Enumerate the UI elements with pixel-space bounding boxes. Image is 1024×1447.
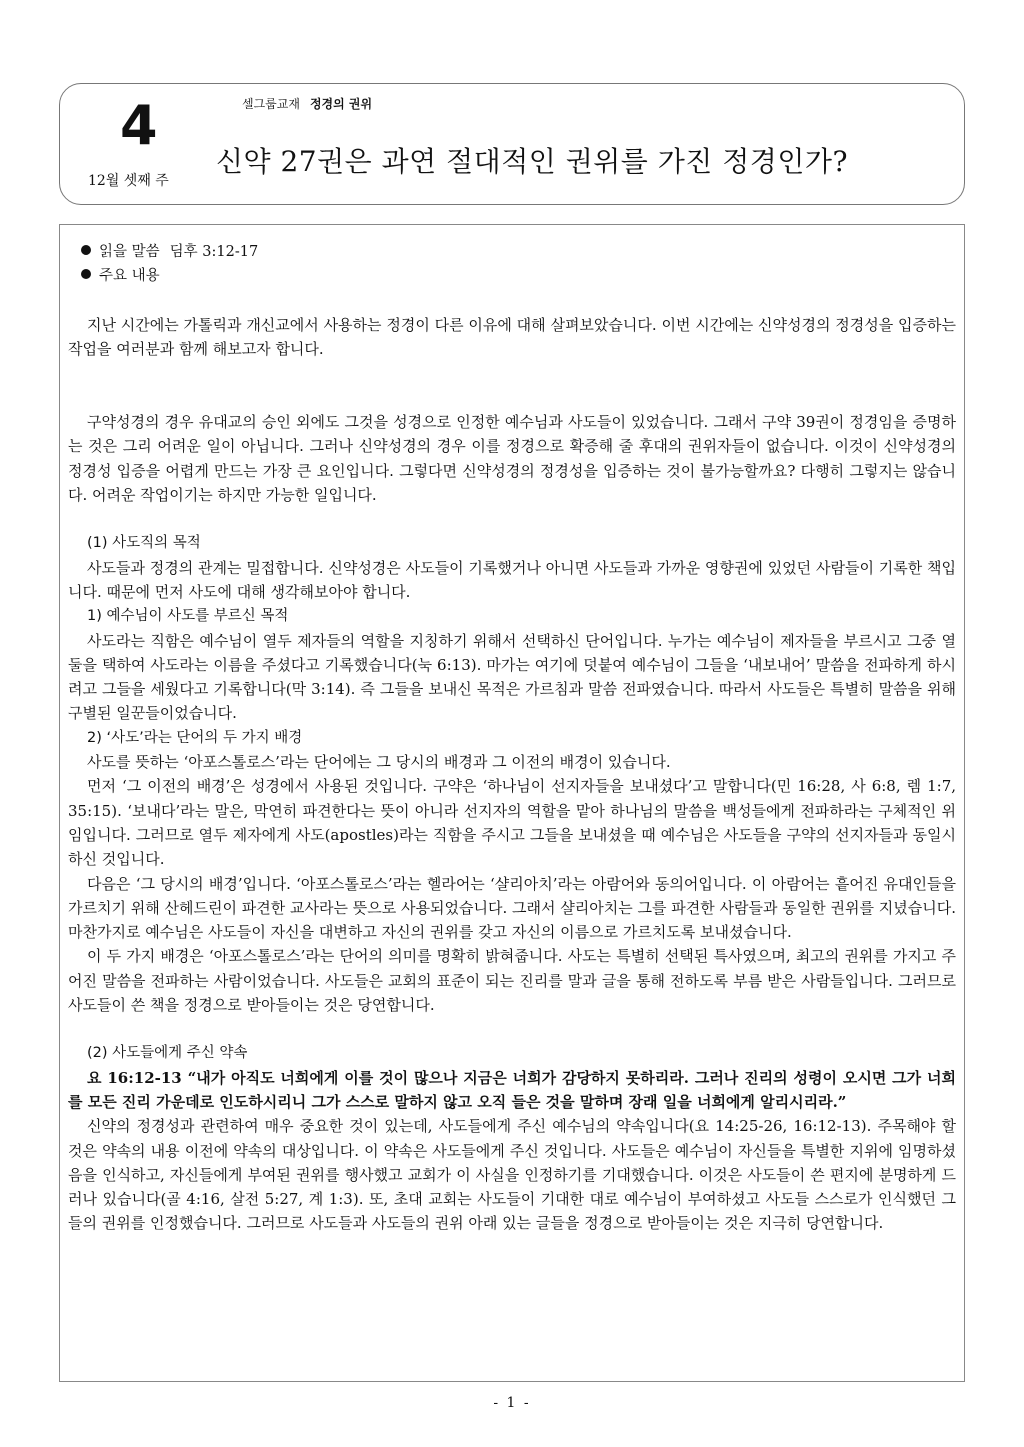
page-title: 신약 27권은 과연 절대적인 권위를 가진 정경인가?	[216, 145, 848, 178]
section-heading: (1) 사도직의 목적	[87, 535, 201, 552]
paragraph: 사도라는 직함은 예수님이 열두 제자들의 역할을 지칭하기 위해서 선택하신 단어입니다. 누가는 예수님이 제자들을 부르시고 그중 열둘을 택하여 사도라는 이름을 주셨다고 기록했습니다(눅 6:13). 마가는 여기에 덧붙여 예수님이 그들을 ‘내보내어’ 말씀을 전파하게 하시려고 그들을 세웠다고 기록합니다(막 3:14). 즉 그들을 보내신 목적은 가르침과 말씀 전파였습니다. 따라서 사도들은 특별히 말씀을 위해 구별된 일꾼들이었습니다.	[68, 631, 956, 723]
paragraph: 사도들과 정경의 관계는 밀접합니다. 신약성경은 사도들이 기록했거나 아니면 사도들과 가까운 영향권에 있었던 사람들이 기록한 책입니다. 때문에 먼저 사도에 대해 생각해보아야 합니다.	[68, 558, 956, 601]
paragraph: 지난 시간에는 가톨릭과 개신교에서 사용하는 정경이 다른 이유에 대해 살펴보았습니다. 이번 시간에는 신약성경의 정경성을 입증하는 작업을 여러분과 함께 해보고자 합니다.	[68, 315, 956, 358]
section-heading: (2) 사도들에게 주신 약속	[87, 1045, 248, 1062]
reading-line	[81, 240, 956, 264]
content-body	[68, 240, 956, 1236]
page-number: - 1 -	[493, 1395, 531, 1411]
week-label: 12월 셋째 주	[88, 173, 169, 189]
scripture-quote: 요 16:12-13 “내가 아직도 너희에게 이를 것이 많으나 지금은 너희가 감당하지 못하리라. 그러나 진리의 성령이 오시면 그가 너희를 모든 진리 가운데로 인도하시리니 그가 스스로 말하지 않고 오직 들은 것을 말하며 장래 일을 너희에게 알리시리라.”	[68, 1068, 956, 1111]
paragraph: 신약의 정경성과 관련하여 매우 중요한 것이 있는데, 사도들에게 주신 예수님의 약속입니다(요 14:25-26, 16:12-13). 주목해야 할 것은 약속의 내용 이전에 약속의 대상입니다. 이 약속은 사도들에게 주신 것입니다. 사도들은 예수님이 자신들을 특별한 지위에 임명하셨음을 인식하고, 자신들에게 부여된 권위를 행사했고 교회가 이 사실을 인정하기를 기대했습니다. 이것은 사도들이 쓴 편지에 분명하게 드러나 있습니다(골 4:16, 살전 5:27, 계 1:3). 또, 초대 교회는 사도들이 기대한 대로 예수님이 부여하셨고 사도들 스스로가 인식했던 그들의 권위를 인정했습니다. 그러므로 사도들과 사도들의 권위 아래 있는 글들을 정경으로 받아들이는 것은 지극히 당연합니다.	[68, 1117, 956, 1233]
summary-label: 주요 내용	[99, 268, 160, 285]
reading-label: 읽을 말씀	[99, 244, 160, 260]
series-title: 정경의 권위	[309, 97, 373, 111]
paragraph: 다음은 ‘그 당시의 배경’입니다. ‘아포스톨로스’라는 헬라어는 ‘샬리아치’라는 아람어와 동의어입니다. 이 아람어는 흩어진 유대인들을 가르치기 위해 산헤드린이 파견한 교사라는 뜻으로 사용되었습니다. 그래서 샬리아치는 그를 파견한 사람들과 동일한 권위를 지녔습니다. 마찬가지로 예수님은 사도들이 자신을 대변하고 자신의 권위를 갖고 자신의 이름으로 가르치도록 보내셨습니다.	[68, 874, 956, 942]
summary-line	[81, 264, 956, 288]
bullet-icon	[81, 269, 91, 279]
subsection-heading: 2) ‘사도’라는 단어의 두 가지 배경	[87, 729, 303, 746]
series-label: 셀그룹교재	[242, 97, 300, 111]
paragraph: 이 두 가지 배경은 ‘아포스톨로스’라는 단어의 의미를 명확히 밝혀줍니다. 사도는 특별히 선택된 특사였으며, 최고의 권위를 가지고 주어진 말씀을 전파하는 사람이었습니다. 사도들은 교회의 표준이 되는 진리를 말과 글을 통해 전하도록 부름 받은 사람들입니다. 그러므로 사도들이 쓴 책을 정경으로 받아들이는 것은 당연합니다.	[68, 947, 956, 1015]
subsection-heading: 1) 예수님이 사도를 부르신 목적	[87, 608, 289, 625]
paragraph: 사도를 뜻하는 ‘아포스톨로스’라는 단어에는 그 당시의 배경과 그 이전의 배경이 있습니다.	[87, 753, 671, 772]
reading-ref: 딤후 3:12-17	[169, 244, 259, 260]
lesson-number: 4	[120, 94, 158, 157]
series-line	[242, 95, 372, 112]
bullet-icon	[81, 245, 91, 255]
paragraph: 구약성경의 경우 유대교의 승인 외에도 그것을 성경으로 인정한 예수님과 사도들이 있었습니다. 그래서 구약 39권이 정경임을 증명하는 것은 그리 어려운 일이 아닙니다. 그러나 신약성경의 경우 이를 정경으로 확증해 줄 후대의 권위자들이 없습니다. 이것이 신약성경의 정경성 입증을 어렵게 만드는 가장 큰 요인입니다. 그렇다면 신약성경의 정경성을 입증하는 것이 불가능할까요? 다행히 그렇지는 않습니다. 어려운 작업이기는 하지만 가능한 일입니다.	[68, 413, 956, 505]
paragraph: 먼저 ‘그 이전의 배경’은 성경에서 사용된 것입니다. 구약은 ‘하나님이 선지자들을 보내셨다’고 말합니다(민 16:28, 사 6:8, 렘 1:7, 35:15). ‘보내다’라는 말은, 막연히 파견한다는 뜻이 아니라 선지자의 역할을 맡아 하나님의 말씀을 백성들에게 전파하라는 구체적인 위임입니다. 그러므로 열두 제자에게 사도(apostles)라는 직함을 주시고 그들을 보내셨을 때 예수님은 사도들을 구약의 선지자들과 동일시하신 것입니다.	[68, 777, 956, 869]
